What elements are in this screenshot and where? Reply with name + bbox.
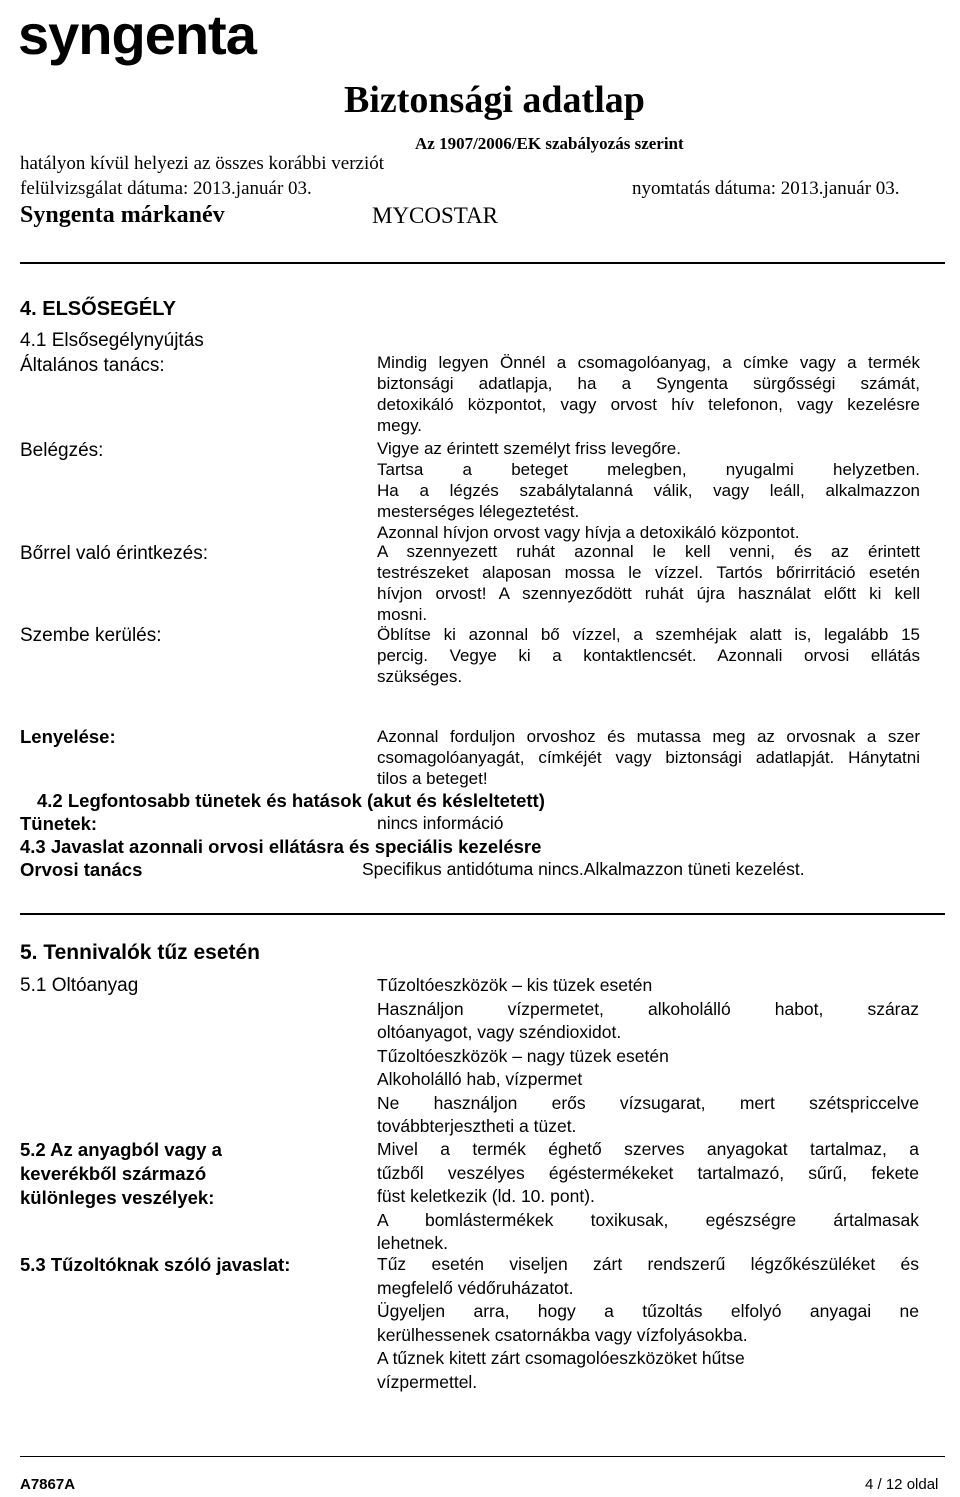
document-title: Biztonsági adatlap <box>344 79 645 121</box>
print-date: nyomtatás dátuma: 2013.január 03. <box>632 178 900 199</box>
product-name: MYCOSTAR <box>372 203 498 228</box>
supersedes-line: hatályon kívül helyezi az összes korábbi verziót <box>20 153 385 174</box>
skin-contact-label: Bőrrel való érintkezés: <box>20 543 208 564</box>
skin-contact-text: A szennyezett ruhát azonnal le kell venni, és az érintett testrészeket alaposan mossa le vízzel. Tartós bőrirritáció esetén hívjon orvost! A szennyeződött ruhát újra használat előtt ki kell mosni. <box>377 542 920 624</box>
symptoms-value: nincs információ <box>377 813 504 833</box>
general-advice-text: Mindig legyen Önnél a csomagolóanyag, a címke vagy a termék biztonsági adatlapja, ha a Syngenta sürgősségi számát, detoxikáló központot, vagy orvost hív telefonon, vagy kezelésre megy. <box>377 353 920 435</box>
page-number: 4 / 12 oldal <box>865 1476 939 1493</box>
inhalation-label: Belégzés: <box>20 440 104 461</box>
special-hazards-text: Mivel a termék éghető szerves anyagokat tartalmaz, a tűzből veszélyes égéstermékeket tartalmazó, sűrű, fekete füst keletkezik (ld. 10. pont). A bomlástermékek toxikusak, egészségre ártalmasak lehetnek. <box>377 1139 919 1253</box>
product-code: A7867A <box>20 1476 76 1493</box>
section-5-title: 5. Tennivalók tűz esetén <box>20 941 261 964</box>
section-4-1-title: 4.1 Elsősegélynyújtás <box>20 330 204 351</box>
firefighter-advice-text: Tűz esetén viseljen zárt rendszerű légzőkészüléket és megfelelő védőruházatot. Ügyeljen arra, hogy a tűzoltás elfolyó anyagai ne kerülhessenek csatornákba vagy vízfolyásokba. A tűznek kitett zárt csomagolóeszközöket hűtse vízpermettel. <box>377 1254 919 1392</box>
section-4-3-title: 4.3 Javaslat azonnali orvosi ellátásra és speciális kezelésre <box>20 836 542 857</box>
syngenta-logo: syngenta <box>18 3 256 66</box>
medical-advice-value: Specifikus antidótuma nincs.Alkalmazzon tüneti kezelést. <box>362 859 805 879</box>
section-5-3-label: 5.3 Tűzoltóknak szóló javaslat: <box>20 1254 291 1275</box>
section-divider <box>20 913 945 915</box>
section-4-title: 4. ELSŐSEGÉLY <box>20 298 176 320</box>
section-5-1-label: 5.1 Oltóanyag <box>20 975 139 996</box>
eye-contact-label: Szembe kerülés: <box>20 625 162 646</box>
symptoms-label: Tünetek: <box>20 813 98 834</box>
general-advice-label: Általános tanács: <box>20 355 165 376</box>
medical-advice-label: Orvosi tanács <box>20 859 143 880</box>
revision-date: felülvizsgálat dátuma: 2013.január 03. <box>20 178 312 199</box>
ingestion-text: Azonnal forduljon orvoshoz és mutassa meg az orvosnak a szer csomagolóanyagát, címkéjét vagy biztonsági adatlapját. Hánytatni tilos a beteget! <box>377 727 920 788</box>
header-divider <box>20 262 945 264</box>
brand-label: Syngenta márkanév <box>20 202 225 228</box>
section-5-2-label: 5.2 Az anyagból vagy a keverékből származó különleges veszélyek: <box>20 1139 222 1208</box>
footer-divider <box>20 1456 945 1457</box>
eye-contact-text: Öblítse ki azonnal bő vízzel, a szemhéjak alatt is, legalább 15 percig. Vegye ki a kontaktlencsét. Azonnali orvosi ellátás szükséges. <box>377 625 920 686</box>
extinguishing-media-text: Tűzoltóeszközök – kis tüzek esetén Használjon vízpermetet, alkoholálló habot, száraz oltóanyagot, vagy széndioxidot. Tűzoltóeszközök – nagy tüzek esetén Alkoholálló hab, vízpermet Ne használjon erős vízsugarat, mert szétspriccelve továbbterjesztheti a tüzet. <box>377 975 919 1136</box>
inhalation-text: Vigye az érintett személyt friss levegőre. Tartsa a beteget melegben, nyugalmi helyzetben. Ha a légzés szabálytalanná válik, vagy leáll, alkalmazzon mesterséges lélegeztetést. Azonnal hívjon orvost vagy hívja a detoxikáló központot. <box>377 439 920 542</box>
ingestion-label: Lenyelése: <box>20 726 116 747</box>
regulation-line: Az 1907/2006/EK szabályozás szerint <box>415 134 684 153</box>
section-4-2-title: 4.2 Legfontosabb tünetek és hatások (akut és késleltetett) <box>37 790 545 811</box>
